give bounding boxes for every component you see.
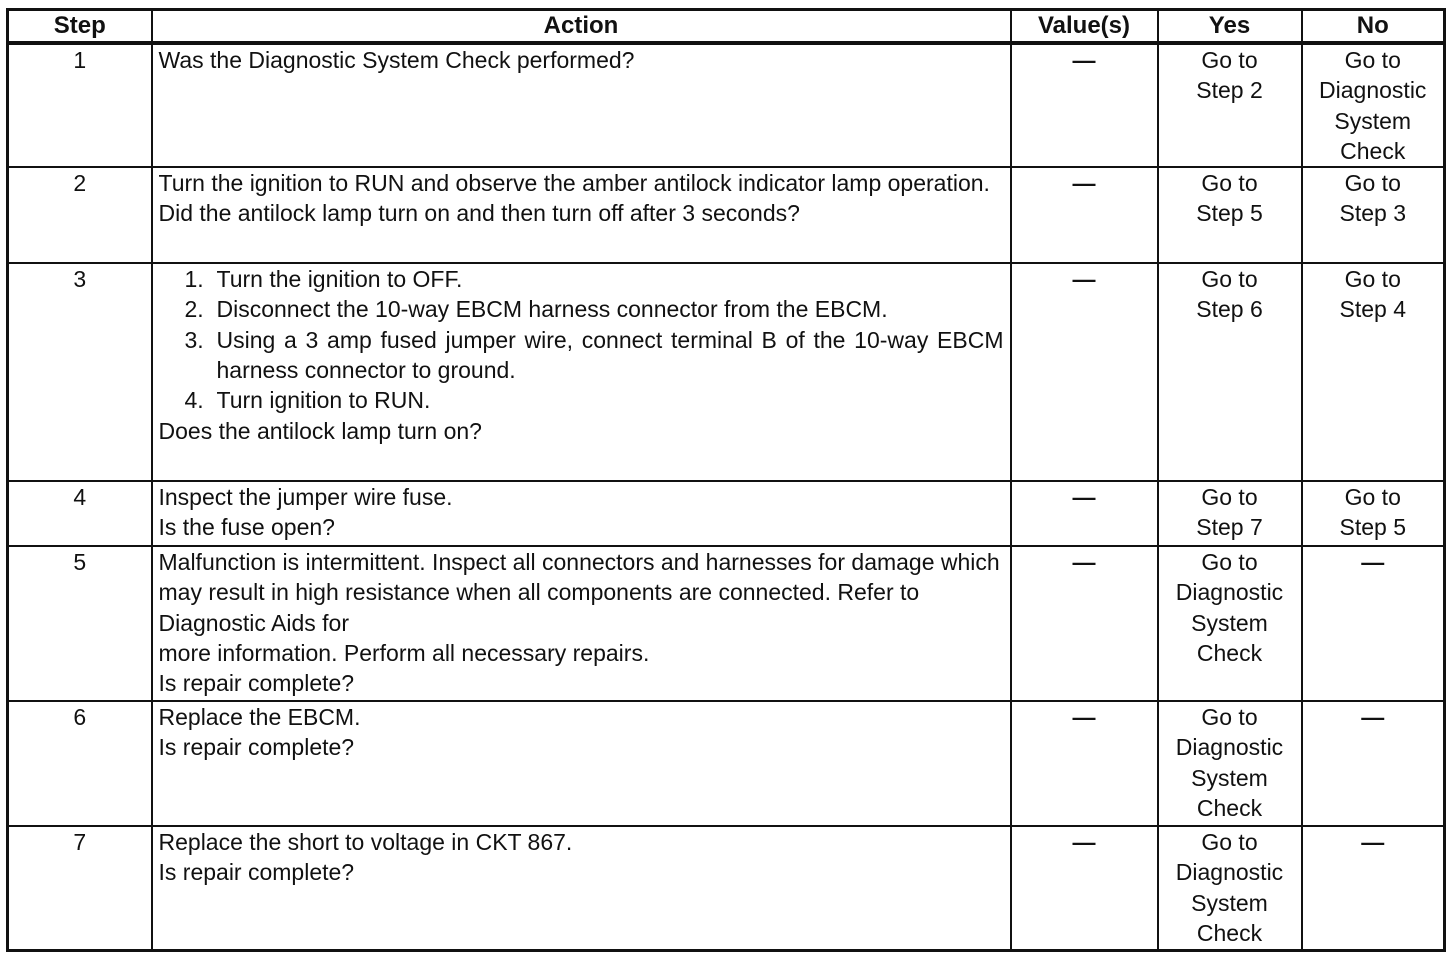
action-step-number: 3. (184, 326, 204, 353)
header-step: Step (8, 10, 152, 44)
no-cell: Go to Step 4 (1302, 263, 1445, 481)
step-cell: 5 (8, 546, 152, 701)
step-cell: 2 (8, 167, 152, 263)
yes-cell: Go to Step 2 (1158, 43, 1302, 167)
action-text: Was the Diagnostic System Check performed? (158, 47, 635, 73)
table-row (8, 263, 1445, 481)
step-cell: 1 (8, 43, 152, 167)
table-body (8, 43, 1445, 950)
yes-cell: Go to Step 7 (1158, 481, 1302, 546)
action-cell (152, 701, 1011, 826)
action-text: Replace the short to voltage in CKT 867. (158, 829, 573, 856)
action-step-item (185, 294, 1004, 324)
action-cell (152, 481, 1011, 546)
action-cell (152, 263, 1011, 481)
action-step-text: Disconnect the 10-way EBCM harness connector from the EBCM. (216, 296, 888, 323)
no-cell: — (1302, 826, 1445, 950)
diagnostic-table (6, 8, 1446, 952)
action-text: Is repair complete? (158, 670, 355, 697)
header-yes: Yes (1158, 10, 1302, 44)
no-cell: Go to Diagnostic System Check (1302, 43, 1445, 167)
yes-cell: Go to Diagnostic System Check (1158, 826, 1302, 950)
action-text: more information. Perform all necessary repairs. (158, 640, 650, 667)
action-step-number: 1. (184, 266, 204, 293)
action-step-number: 4. (184, 387, 204, 414)
action-text: Replace the EBCM. (158, 704, 361, 731)
action-step-number: 2. (184, 296, 204, 323)
table-header-row (8, 10, 1445, 44)
action-text: Is repair complete? (158, 859, 355, 886)
table-row (8, 481, 1445, 546)
action-step-text: Turn the ignition to OFF. (216, 266, 463, 293)
action-text: Turn the ignition to RUN and observe the amber antilock indicator lamp operation. (158, 170, 990, 197)
action-cell (152, 826, 1011, 950)
action-text: Is the fuse open? (158, 514, 335, 541)
action-text: Is repair complete? (158, 734, 355, 761)
value-cell: — (1011, 167, 1158, 263)
action-cell (152, 43, 1011, 167)
step-cell: 3 (8, 263, 152, 481)
action-step-item (185, 264, 1004, 294)
value-cell: — (1011, 826, 1158, 950)
action-step-text: Turn ignition to RUN. (216, 387, 431, 414)
yes-cell: Go to Diagnostic System Check (1158, 701, 1302, 826)
action-step-list (159, 264, 1004, 415)
table-row (8, 167, 1445, 263)
action-step-item (185, 325, 1004, 386)
yes-cell: Go to Diagnostic System Check (1158, 546, 1302, 701)
step-cell: 6 (8, 701, 152, 826)
table-row (8, 43, 1445, 167)
table-row (8, 546, 1445, 701)
header-action: Action (152, 10, 1011, 44)
value-cell: — (1011, 43, 1158, 167)
yes-cell: Go to Step 5 (1158, 167, 1302, 263)
no-cell: — (1302, 701, 1445, 826)
action-step-item (185, 385, 1004, 415)
action-cell (152, 546, 1011, 701)
action-text: Inspect the jumper wire fuse. (158, 484, 453, 511)
step-cell: 4 (8, 481, 152, 546)
value-cell: — (1011, 546, 1158, 701)
action-text: Malfunction is intermittent. Inspect all connectors and harnesses for damage which may result in high resistance when all components are connected. Refer to Diagnostic Aids for (158, 549, 1000, 636)
yes-cell: Go to Step 6 (1158, 263, 1302, 481)
action-cell (152, 167, 1011, 263)
table-row (8, 701, 1445, 826)
header-values: Value(s) (1011, 10, 1158, 44)
header-no: No (1302, 10, 1445, 44)
no-cell: Go to Step 3 (1302, 167, 1445, 263)
no-cell: Go to Step 5 (1302, 481, 1445, 546)
step-cell: 7 (8, 826, 152, 950)
value-cell: — (1011, 263, 1158, 481)
value-cell: — (1011, 481, 1158, 546)
action-step-text: Using a 3 amp fused jumper wire, connect terminal B of the 10-way EBCM harness connector to ground. (216, 326, 1004, 384)
no-cell: — (1302, 546, 1445, 701)
value-cell: — (1011, 701, 1158, 826)
action-text: Did the antilock lamp turn on and then turn off after 3 seconds? (158, 200, 800, 227)
action-question: Does the antilock lamp turn on? (158, 417, 482, 444)
table-row (8, 826, 1445, 950)
